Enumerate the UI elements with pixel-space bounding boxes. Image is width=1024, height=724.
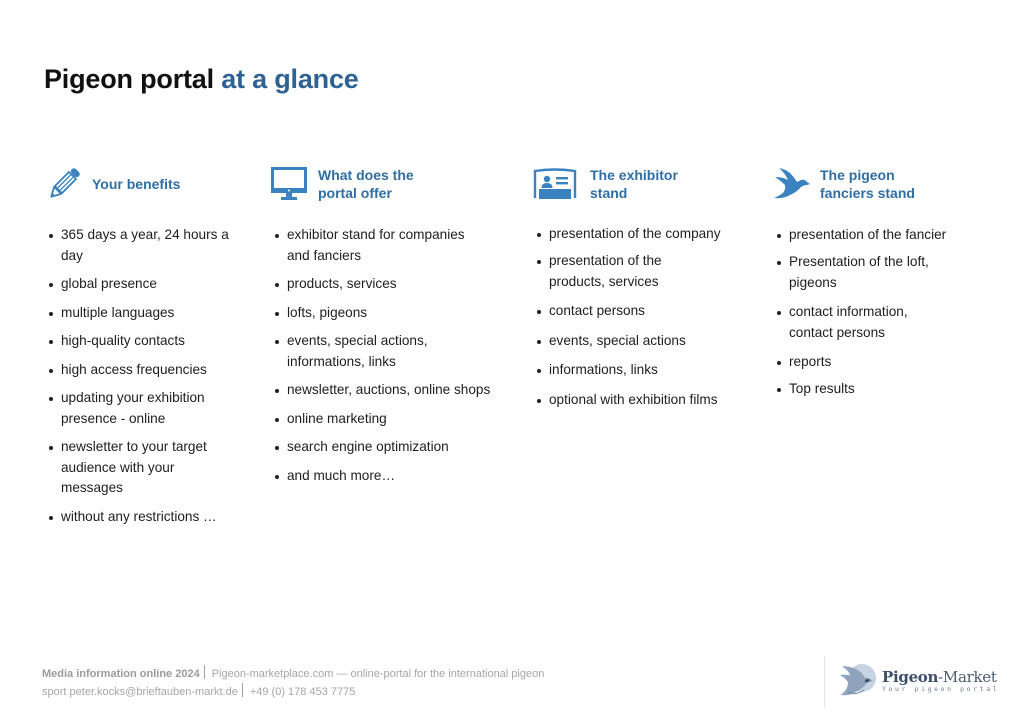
exhibitor-stand-icon xyxy=(532,168,578,200)
monitor-icon xyxy=(270,167,308,201)
divider xyxy=(242,683,243,697)
list-item: events, special actions, informations, links xyxy=(270,331,445,372)
logo-text xyxy=(882,668,999,693)
list-item: contact information, contact persons xyxy=(772,302,912,343)
pigeon-fanciers-list xyxy=(772,225,982,400)
heading-line: The exhibitor xyxy=(590,167,678,183)
column-heading xyxy=(820,166,915,202)
footer-line-1 xyxy=(42,665,544,683)
pigeon-icon xyxy=(772,167,812,201)
column-header xyxy=(772,160,982,208)
list-item: informations, links xyxy=(532,360,747,381)
list-item: high-quality contacts xyxy=(44,331,244,352)
list-item: and much more… xyxy=(270,466,510,487)
list-item: Presentation of the loft, pigeons xyxy=(772,252,947,293)
footer-label: Media information online 2024 xyxy=(42,668,200,680)
page-title-accent: at a glance xyxy=(221,64,359,94)
column-header xyxy=(270,160,510,208)
list-item: contact persons xyxy=(532,301,747,322)
list-item: newsletter to your target audience with your messages xyxy=(44,437,229,499)
column-heading xyxy=(590,166,678,202)
exhibitor-stand-column xyxy=(532,160,747,417)
heading-line: What does the xyxy=(318,167,414,183)
page-title-main: Pigeon portal xyxy=(44,64,214,94)
logo-tagline: Your pigeon portal xyxy=(882,684,1000,693)
benefits-list xyxy=(44,225,244,527)
list-item: lofts, pigeons xyxy=(270,303,510,324)
column-heading xyxy=(318,166,414,202)
list-item: presentation of the fancier xyxy=(772,225,982,246)
heading-line: fanciers stand xyxy=(820,185,915,201)
list-item: products, services xyxy=(270,274,510,295)
column-heading xyxy=(92,175,180,193)
list-item: high access frequencies xyxy=(44,360,244,381)
list-item: newsletter, auctions, online shops xyxy=(270,380,510,401)
logo-brand-bold: Pigeon xyxy=(882,667,939,686)
list-item: online marketing xyxy=(270,409,510,430)
heading-line: portal offer xyxy=(318,185,392,201)
list-item: updating your exhibition presence - online xyxy=(44,388,244,429)
footer xyxy=(42,665,544,701)
portal-offer-column xyxy=(270,160,510,494)
divider xyxy=(204,665,205,679)
footer-description: Pigeon-marketplace.com — online-portal for the international pigeon xyxy=(211,668,545,680)
pencil-icon xyxy=(44,166,84,202)
list-item: 365 days a year, 24 hours a day xyxy=(44,225,244,266)
column-header xyxy=(532,160,747,208)
exhibitor-stand-list xyxy=(532,224,747,410)
list-item: without any restrictions … xyxy=(44,507,244,528)
logo-divider xyxy=(824,656,825,708)
footer-line-2 xyxy=(42,683,544,701)
list-item: Top results xyxy=(772,379,982,400)
heading-line: The pigeon xyxy=(820,167,895,183)
list-item: global presence xyxy=(44,274,244,295)
column-header xyxy=(44,160,244,208)
benefits-column xyxy=(44,160,244,535)
pigeon-fanciers-column xyxy=(772,160,982,406)
logo-brand-light: -Market xyxy=(938,667,997,686)
footer-phone: +49 (0) 178 453 7775 xyxy=(249,686,356,698)
list-item: reports xyxy=(772,352,982,373)
logo-pigeon-icon xyxy=(838,662,878,698)
list-item: optional with exhibition films xyxy=(532,390,747,411)
list-item: presentation of the products, services xyxy=(532,251,692,292)
page-title xyxy=(44,64,359,95)
list-item: exhibitor stand for companies and fanciers xyxy=(270,225,475,266)
heading-line: Your benefits xyxy=(92,176,181,192)
list-item: presentation of the company xyxy=(532,224,747,245)
pigeon-market-logo xyxy=(838,662,999,698)
heading-line: stand xyxy=(590,185,628,201)
footer-email-link[interactable]: peter.kocks@brieftauben-markt.de xyxy=(69,686,238,698)
list-item: multiple languages xyxy=(44,303,244,324)
list-item: events, special actions xyxy=(532,331,747,352)
portal-offer-list xyxy=(270,225,510,486)
logo-brand xyxy=(882,668,999,686)
list-item: search engine optimization xyxy=(270,437,510,458)
footer-description-cont: sport xyxy=(42,686,67,698)
